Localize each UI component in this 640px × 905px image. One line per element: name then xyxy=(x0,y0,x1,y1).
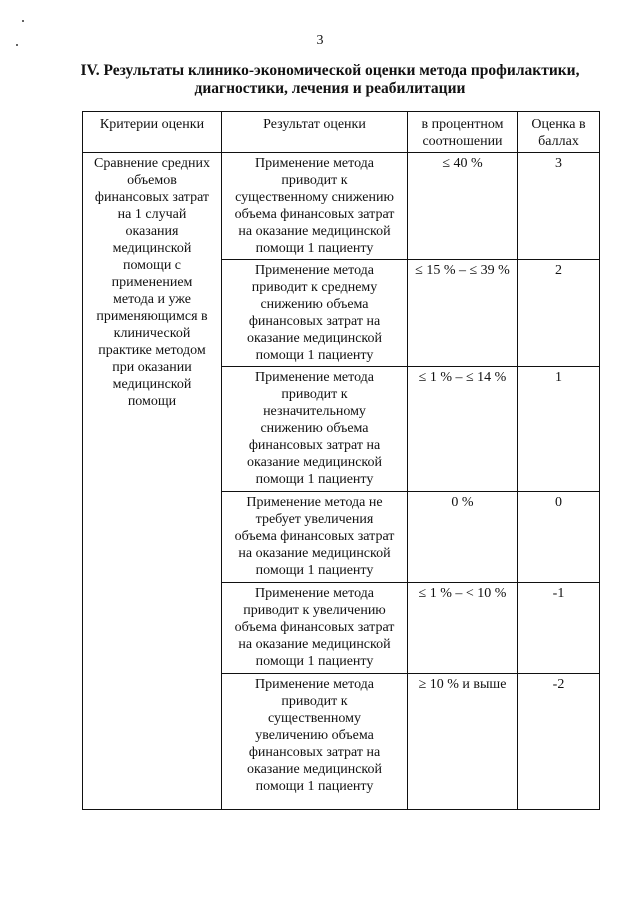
result-line: увеличению объема xyxy=(255,728,374,743)
result-line: Применение метода xyxy=(254,586,375,601)
percent-cell: 0 % xyxy=(408,492,518,583)
score-cell: 2 xyxy=(518,260,600,367)
result-line: существенному снижению xyxy=(235,190,394,205)
criteria-line: объемов xyxy=(127,173,177,188)
result-line: незначительному xyxy=(263,404,366,419)
criteria-line: помощи с xyxy=(122,258,182,273)
result-line: снижению объема xyxy=(260,297,369,312)
page-number: 3 xyxy=(316,33,324,48)
result-line: оказание медицинской xyxy=(246,331,383,346)
result-line: объема финансовых затрат xyxy=(234,620,395,635)
evaluation-table xyxy=(82,111,600,810)
result-cell xyxy=(222,492,408,583)
result-line: помощи 1 пациенту xyxy=(255,241,374,256)
header-result: Результат оценки xyxy=(222,112,408,153)
score-cell: -1 xyxy=(518,583,600,674)
section-title xyxy=(80,62,580,98)
result-line: приводит к xyxy=(281,694,348,709)
result-cell xyxy=(222,674,408,810)
result-line: приводит к xyxy=(281,387,348,402)
result-line: финансовых затрат на xyxy=(248,745,381,760)
percent-cell: ≥ 10 % и выше xyxy=(408,674,518,810)
header-criteria: Критерии оценки xyxy=(83,112,222,153)
result-line: помощи 1 пациенту xyxy=(255,472,374,487)
criteria-line: помощи xyxy=(127,394,177,409)
result-line: оказание медицинской xyxy=(246,455,383,470)
header-percent-line-2: соотношении xyxy=(422,134,503,149)
result-line: приводит к увеличению xyxy=(243,603,386,618)
result-line: помощи 1 пациенту xyxy=(255,348,374,363)
header-percent xyxy=(408,112,518,153)
result-line: финансовых затрат на xyxy=(248,314,381,329)
percent-cell: ≤ 15 % – ≤ 39 % xyxy=(408,260,518,367)
result-line: Применение метода xyxy=(254,677,375,692)
criteria-line: финансовых затрат xyxy=(94,190,210,205)
criteria-line: метода и уже xyxy=(113,292,191,307)
percent-cell: ≤ 1 % – ≤ 14 % xyxy=(408,367,518,492)
criteria-line: на 1 случай xyxy=(117,207,187,222)
criteria-line: при оказании xyxy=(112,360,192,375)
result-line: на оказание медицинской xyxy=(238,224,391,239)
result-line: Применение метода xyxy=(254,370,375,385)
result-cell xyxy=(222,583,408,674)
result-line: приводит к xyxy=(281,173,348,188)
scan-speck xyxy=(16,44,18,46)
score-cell: 1 xyxy=(518,367,600,492)
criteria-line: Сравнение средних xyxy=(94,156,210,171)
scan-speck xyxy=(22,20,24,22)
result-line: снижению объема xyxy=(260,421,369,436)
header-score-line-1: Оценка в xyxy=(531,117,586,132)
score-cell: 0 xyxy=(518,492,600,583)
criteria-line: медицинской xyxy=(112,377,192,392)
criteria-line: оказания xyxy=(125,224,179,239)
result-line: объема финансовых затрат xyxy=(234,207,395,222)
section-title-line-1: IV. Результаты клинико-экономической оценки метода профилактики, xyxy=(80,62,580,79)
table-header-row xyxy=(83,112,600,153)
header-score xyxy=(518,112,600,153)
result-line: помощи 1 пациенту xyxy=(255,563,374,578)
result-line: финансовых затрат на xyxy=(248,438,381,453)
result-cell xyxy=(222,153,408,260)
header-score-line-2: баллах xyxy=(538,134,579,149)
result-line: помощи 1 пациенту xyxy=(255,654,374,669)
result-line: требует увеличения xyxy=(255,512,374,527)
result-line: на оказание медицинской xyxy=(238,546,391,561)
criteria-line: применяющимся в xyxy=(96,309,208,324)
criteria-line: практике методом xyxy=(98,343,206,358)
criteria-line: применением xyxy=(111,275,193,290)
result-line: приводит к среднему xyxy=(251,280,378,295)
result-line: помощи 1 пациенту xyxy=(255,779,374,794)
criteria-line: медицинской xyxy=(112,241,192,256)
result-line: оказание медицинской xyxy=(246,762,383,777)
section-title-line-2: диагностики, лечения и реабилитации xyxy=(194,80,466,97)
criteria-cell xyxy=(83,153,222,810)
header-percent-line-1: в процентном xyxy=(421,117,504,132)
result-line: Применение метода xyxy=(254,263,375,278)
score-cell: -2 xyxy=(518,674,600,810)
percent-cell: ≤ 1 % – < 10 % xyxy=(408,583,518,674)
result-line: существенному xyxy=(267,711,362,726)
result-line: Применение метода xyxy=(254,156,375,171)
percent-cell: ≤ 40 % xyxy=(408,153,518,260)
table-row xyxy=(83,153,600,260)
result-cell xyxy=(222,260,408,367)
result-cell xyxy=(222,367,408,492)
criteria-line: клинической xyxy=(113,326,191,341)
result-line: объема финансовых затрат xyxy=(234,529,395,544)
result-line: на оказание медицинской xyxy=(238,637,391,652)
score-cell: 3 xyxy=(518,153,600,260)
result-line: Применение метода не xyxy=(246,495,383,510)
